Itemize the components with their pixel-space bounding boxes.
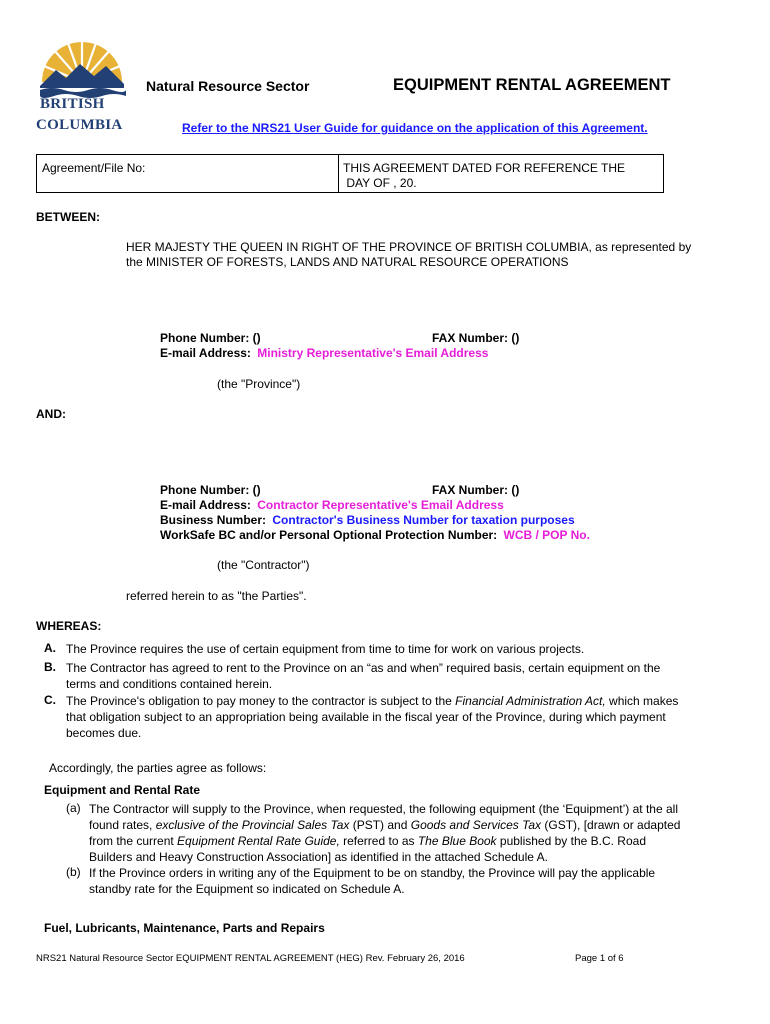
- contractor-email-field[interactable]: Contractor Representative's Email Address: [257, 498, 504, 512]
- clause-a-line1: The Contractor will supply to the Province, when requested, the following equipment (the ‘Equipment’) at the all: [89, 802, 678, 816]
- equipment-section-heading: Equipment and Rental Rate: [44, 783, 201, 797]
- contractor-business-row: [160, 513, 575, 527]
- agreement-file-no-field[interactable]: Agreement/File No:: [42, 161, 146, 175]
- clause-a-marker: (a): [66, 801, 81, 815]
- province-party-line2: the MINISTER OF FORESTS, LANDS AND NATURAL RESOURCE OPERATIONS: [126, 255, 569, 269]
- and-heading: AND:: [36, 407, 66, 421]
- whereas-heading: WHEREAS:: [36, 619, 102, 633]
- whereas-a-text: The Province requires the use of certain equipment from time to time for work on various projects.: [66, 642, 585, 656]
- whereas-c-line1: The Province's obligation to pay money to the contractor is subject to the Financial Administration Act, which makes: [66, 694, 679, 708]
- province-email-field[interactable]: Ministry Representative's Email Address: [257, 346, 489, 360]
- user-guide-link[interactable]: Refer to the NRS21 User Guide for guidance on the application of this Agreement.: [182, 121, 648, 135]
- logo-text-british: BRITISH: [40, 96, 105, 112]
- province-phone-field[interactable]: Phone Number: (): [160, 331, 261, 345]
- clause-a-line4: Builders and Heavy Construction Association] as identified in the attached Schedule A.: [89, 850, 548, 864]
- contractor-email-row: [160, 498, 504, 512]
- footer-page-number: Page 1 of 6: [575, 953, 624, 964]
- accordingly-statement: Accordingly, the parties agree as follows:: [49, 761, 267, 775]
- agreement-reference-box: [36, 154, 664, 193]
- agreement-date-field[interactable]: [343, 161, 661, 191]
- logo-text-columbia: COLUMBIA: [36, 117, 123, 133]
- business-number-field[interactable]: Contractor's Business Number for taxation purposes: [272, 513, 575, 527]
- document-title: EQUIPMENT RENTAL AGREEMENT: [393, 76, 671, 94]
- whereas-c-line2: that obligation subject to an appropriation being available in the fiscal year of the Province, during which payment: [66, 710, 666, 724]
- province-alias: (the "Province"): [217, 377, 301, 391]
- parties-definition: referred herein to as "the Parties".: [126, 589, 307, 603]
- province-party-line1: HER MAJESTY THE QUEEN IN RIGHT OF THE PROVINCE OF BRITISH COLUMBIA, as represented by: [126, 240, 692, 254]
- contractor-alias: (the "Contractor"): [217, 558, 310, 572]
- whereas-item-b: [44, 660, 744, 692]
- whereas-b-text: [66, 660, 660, 692]
- whereas-item-a: [44, 641, 744, 657]
- whereas-c-text: [66, 693, 678, 741]
- bc-sun-mountains-emblem: [36, 36, 128, 100]
- agreement-date-line1: THIS AGREEMENT DATED FOR REFERENCE THE: [343, 161, 626, 175]
- sector-name: Natural Resource Sector: [146, 78, 310, 94]
- equipment-clause-b: [66, 865, 736, 897]
- province-fax-field[interactable]: FAX Number: (): [432, 331, 520, 345]
- whereas-c-letter: C.: [44, 693, 56, 707]
- whereas-item-c: [44, 693, 744, 741]
- worksafe-number-field[interactable]: WCB / POP No.: [503, 528, 590, 542]
- between-heading: BETWEEN:: [36, 210, 100, 224]
- clause-b-text: [89, 865, 655, 897]
- fuel-section-heading: Fuel, Lubricants, Maintenance, Parts and Repairs: [44, 921, 325, 935]
- contractor-email-label: E-mail Address:: [160, 498, 251, 512]
- contractor-fax-field[interactable]: FAX Number: (): [432, 483, 520, 497]
- whereas-b-line2: terms and conditions contained herein.: [66, 677, 273, 691]
- whereas-b-line1: The Contractor has agreed to rent to the Province on an “as and when” required basis, certain equipment on the: [66, 661, 661, 675]
- business-number-label: Business Number:: [160, 513, 267, 527]
- footer-document-id: NRS21 Natural Resource Sector EQUIPMENT RENTAL AGREEMENT (HEG) Rev. February 26, 2016: [36, 953, 465, 964]
- whereas-c-line3: becomes due.: [66, 726, 142, 740]
- province-email-label: E-mail Address:: [160, 346, 251, 360]
- clause-b-line2: standby rate for the Equipment so indicated on Schedule A.: [89, 882, 405, 896]
- bc-logo: [36, 36, 128, 136]
- clause-a-line2: found rates, exclusive of the Provincial Sales Tax (PST) and Goods and Services Tax (GST), [drawn or adapted: [89, 818, 681, 832]
- clause-b-marker: (b): [66, 865, 81, 879]
- worksafe-label: WorkSafe BC and/or Personal Optional Protection Number:: [160, 528, 498, 542]
- clause-a-text: [89, 801, 680, 865]
- whereas-a-letter: A.: [44, 641, 56, 655]
- clause-a-line3: from the current Equipment Rental Rate Guide, referred to as The Blue Book published by the B.C. Road: [89, 834, 646, 848]
- worksafe-row: [160, 528, 590, 542]
- whereas-b-letter: B.: [44, 660, 56, 674]
- box-divider: [338, 155, 339, 192]
- equipment-clause-a: [66, 801, 736, 865]
- agreement-date-line2: DAY OF , 20.: [343, 176, 417, 190]
- clause-b-line1: If the Province orders in writing any of the Equipment to be on standby, the Province will pay the applicable: [89, 866, 656, 880]
- province-email-row: [160, 346, 488, 360]
- contractor-phone-field[interactable]: Phone Number: (): [160, 483, 261, 497]
- province-party-description: [126, 240, 691, 270]
